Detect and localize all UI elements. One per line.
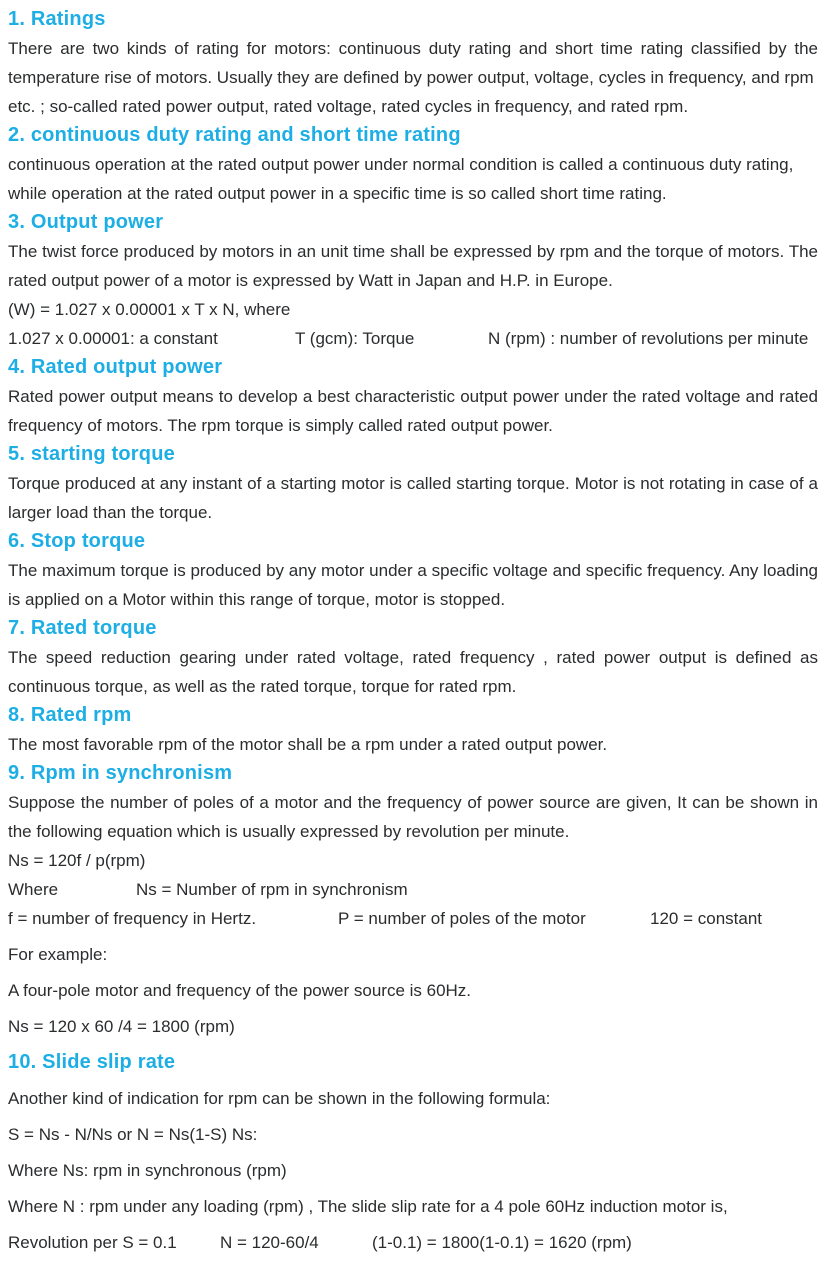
- paragraph: Rated power output means to develop a best characteristic output power under the rated voltage and rated frequency of motors. The rpm torque is simply called rated output power.: [8, 387, 818, 435]
- section-heading: 7. Rated torque: [8, 617, 157, 639]
- section-heading: 5. starting torque: [8, 443, 175, 465]
- paragraph: continuous operation at the rated output power under normal condition is called a continuous duty rating,: [8, 155, 794, 174]
- formula-columns-row: [8, 875, 818, 904]
- column-item: (1-0.1) = 1800(1-0.1) = 1620 (rpm): [372, 1233, 632, 1252]
- section-heading: 8. Rated rpm: [8, 704, 132, 726]
- formula-line: For example:: [8, 945, 108, 964]
- paragraph: while operation at the rated output power in a specific time is so called short time rating.: [8, 184, 667, 203]
- paragraph: The twist force produced by motors in an unit time shall be expressed by rpm and the torque of motors. The rated output power of a motor is expressed by Watt in Japan and H.P. in Europe.: [8, 242, 818, 290]
- column-item: Ns = Number of rpm in synchronism: [136, 880, 408, 899]
- column-item: P = number of poles of the motor: [338, 909, 586, 928]
- paragraph: Suppose the number of poles of a motor and the frequency of power source are given, It can be shown in the following equation which is usually expressed by revolution per minute.: [8, 793, 818, 841]
- formula-columns-row: [8, 1228, 818, 1257]
- column-item: f = number of frequency in Hertz.: [8, 909, 257, 928]
- column-item: 120 = constant: [650, 909, 763, 928]
- formula-line: S = Ns - N/Ns or N = Ns(1-S) Ns:: [8, 1125, 258, 1144]
- column-item: N (rpm) : number of revolutions per minute: [488, 329, 809, 348]
- section-heading: 3. Output power: [8, 211, 164, 233]
- column-item: 1.027 x 0.00001: a constant: [8, 329, 218, 348]
- section-heading: 2. continuous duty rating and short time rating: [8, 124, 461, 146]
- formula-columns-row: [8, 904, 818, 933]
- section-heading: 4. Rated output power: [8, 356, 223, 378]
- column-item: Where: [8, 880, 59, 899]
- paragraph: Torque produced at any instant of a starting motor is called starting torque. Motor is not rotating in case of a larger load than the torque.: [8, 474, 818, 522]
- formula-line: Ns = 120 x 60 /4 = 1800 (rpm): [8, 1017, 235, 1036]
- paragraph: There are two kinds of rating for motors: continuous duty rating and short time rating classified by the temperature rise of motors. Usually they are defined by power output, voltage, cycles in frequency, and rpm: [8, 39, 818, 87]
- paragraph: The speed reduction gearing under rated voltage, rated frequency , rated power output is defined as continuous torque, as well as the rated torque, torque for rated rpm.: [8, 648, 818, 696]
- formula-columns-row: [8, 324, 818, 353]
- section-heading: 9. Rpm in synchronism: [8, 762, 233, 784]
- section-heading: 1. Ratings: [8, 8, 106, 30]
- section-heading: 6. Stop torque: [8, 530, 146, 552]
- formula-line: Where N : rpm under any loading (rpm) , The slide slip rate for a 4 pole 60Hz induction motor is,: [8, 1197, 728, 1216]
- column-item: Revolution per S = 0.1: [8, 1233, 177, 1252]
- column-item: T (gcm): Torque: [295, 329, 415, 348]
- paragraph: The most favorable rpm of the motor shall be a rpm under a rated output power.: [8, 735, 608, 754]
- formula-line: A four-pole motor and frequency of the power source is 60Hz.: [8, 981, 472, 1000]
- formula-line: Ns = 120f / p(rpm): [8, 851, 146, 870]
- formula-line: Where Ns: rpm in synchronous (rpm): [8, 1161, 287, 1180]
- paragraph: etc. ; so-called rated power output, rated voltage, rated cycles in frequency, and rated rpm.: [8, 97, 689, 116]
- formula-line: (W) = 1.027 x 0.00001 x T x N, where: [8, 300, 291, 319]
- formula-line: Another kind of indication for rpm can be shown in the following formula:: [8, 1089, 551, 1108]
- column-item: N = 120-60/4: [220, 1233, 319, 1252]
- section-heading: 10. Slide slip rate: [8, 1051, 176, 1073]
- paragraph: The maximum torque is produced by any motor under a specific voltage and specific frequency. Any loading is applied on a Motor within this range of torque, motor is stopped.: [8, 561, 818, 609]
